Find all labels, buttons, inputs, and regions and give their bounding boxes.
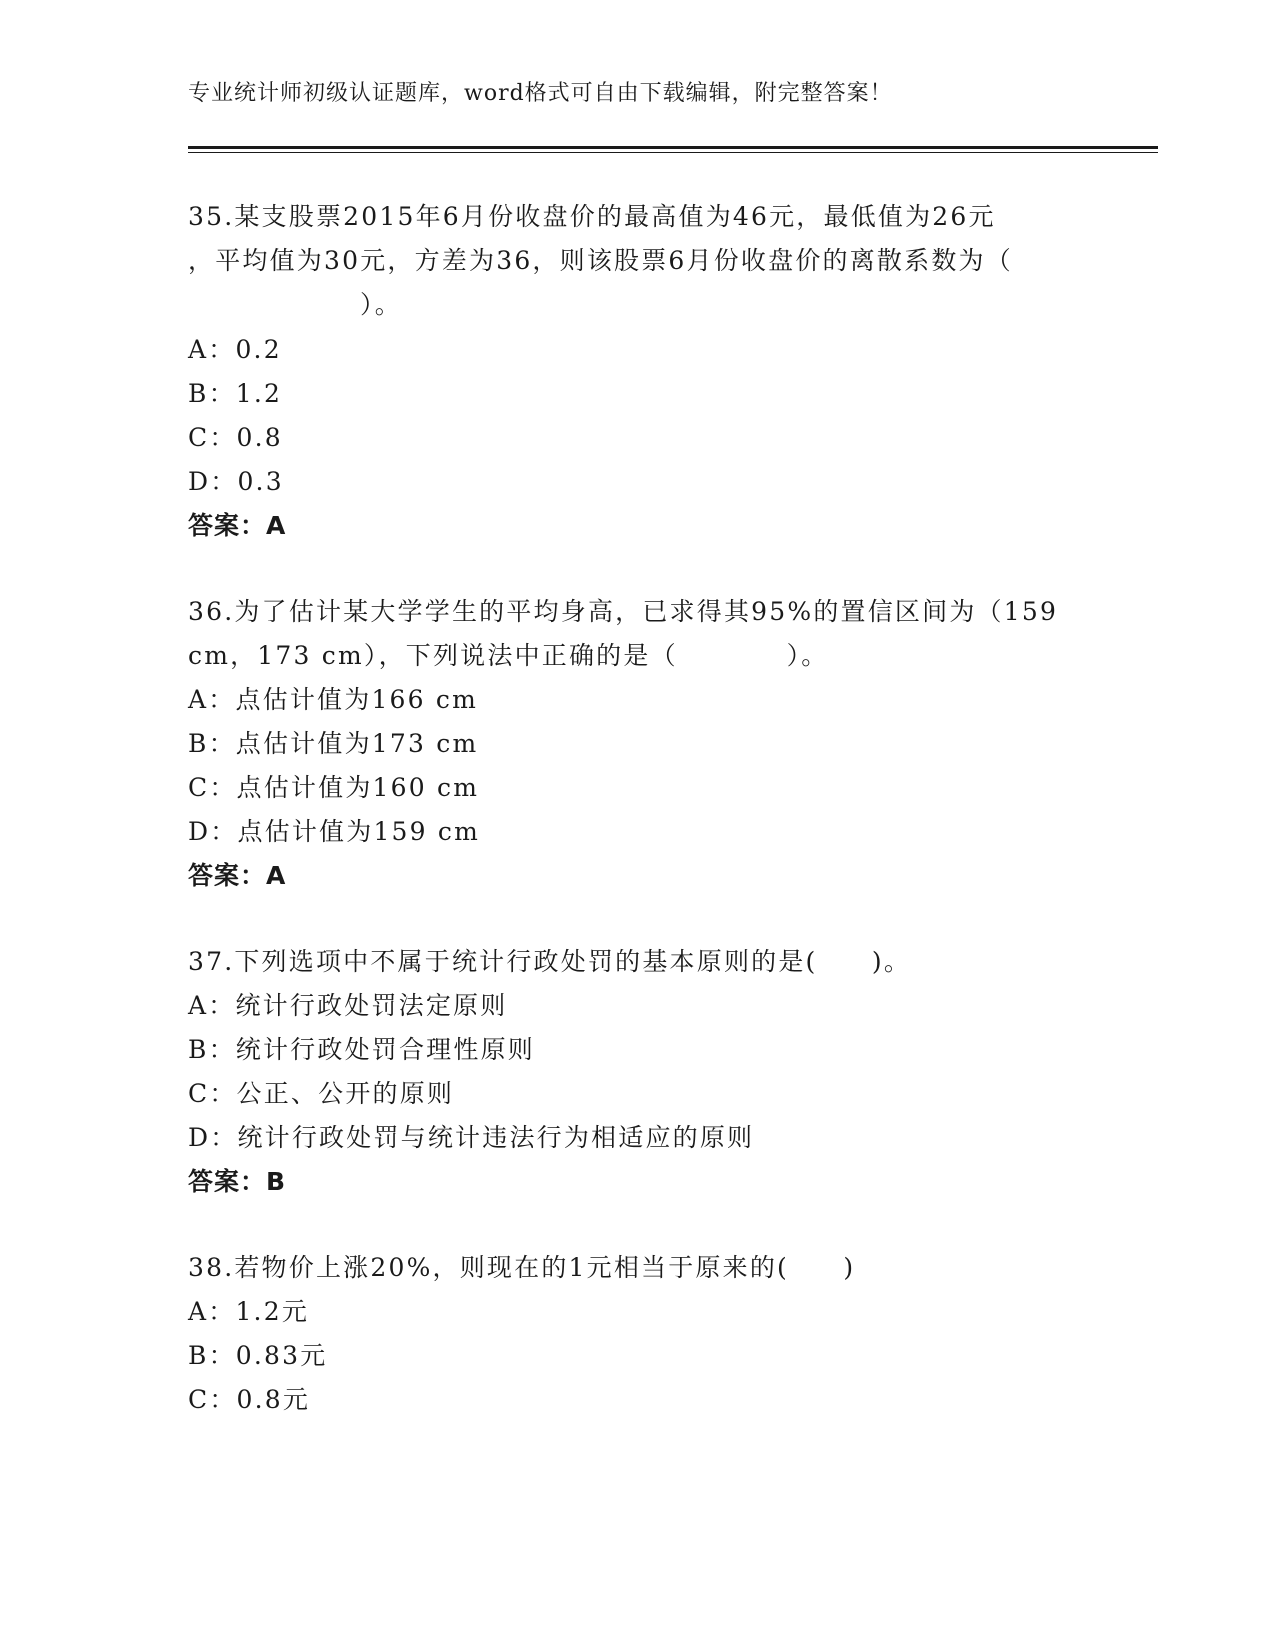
option-a: A：点估计值为166 cm — [188, 685, 479, 714]
question-stem-line: 35.某支股票2015年6月份收盘价的最高值为46元，最低值为26元 — [188, 202, 996, 231]
question-stem-line: ，平均值为30元，方差为36，则该股票6月份收盘价的离散系数为（ — [188, 246, 1013, 275]
header-text: 专业统计师初级认证题库，word格式可自由下载编辑，附完整答案！ — [188, 81, 893, 106]
question-stem-line: 37.下列选项中不属于统计行政处罚的基本原则的是( )。 — [188, 947, 912, 976]
option-d: D：0.3 — [188, 467, 284, 496]
option-c: C：点估计值为160 cm — [188, 773, 480, 802]
option-b: B：统计行政处罚合理性原则 — [188, 1035, 535, 1064]
option-c: C：0.8 — [188, 423, 283, 452]
option-d: D：点估计值为159 cm — [188, 817, 481, 846]
option-b: B：1.2 — [188, 379, 283, 408]
option-d: D：统计行政处罚与统计违法行为相适应的原则 — [188, 1123, 755, 1152]
answer-label: 答案：A — [188, 861, 287, 890]
option-a: A：0.2 — [188, 335, 282, 364]
header-rule-thick — [188, 146, 1158, 149]
question-stem-line: ）。 — [360, 290, 402, 319]
header-rule-thin — [188, 152, 1158, 153]
option-c: C：公正、公开的原则 — [188, 1079, 455, 1108]
question-stem-line: cm，173 cm），下列说法中正确的是（ ）。 — [188, 641, 829, 670]
answer-label: 答案：A — [188, 511, 287, 540]
option-b: B：0.83元 — [188, 1341, 328, 1370]
option-a: A：统计行政处罚法定原则 — [188, 991, 508, 1020]
question-stem-line: 36.为了估计某大学学生的平均身高，已求得其95%的置信区间为（159 — [188, 597, 1059, 626]
question-stem-line: 38.若物价上涨20%，则现在的1元相当于原来的( ) — [188, 1253, 856, 1282]
option-c: C：0.8元 — [188, 1385, 311, 1414]
option-a: A：1.2元 — [188, 1297, 310, 1326]
option-b: B：点估计值为173 cm — [188, 729, 479, 758]
answer-label: 答案：B — [188, 1167, 287, 1196]
